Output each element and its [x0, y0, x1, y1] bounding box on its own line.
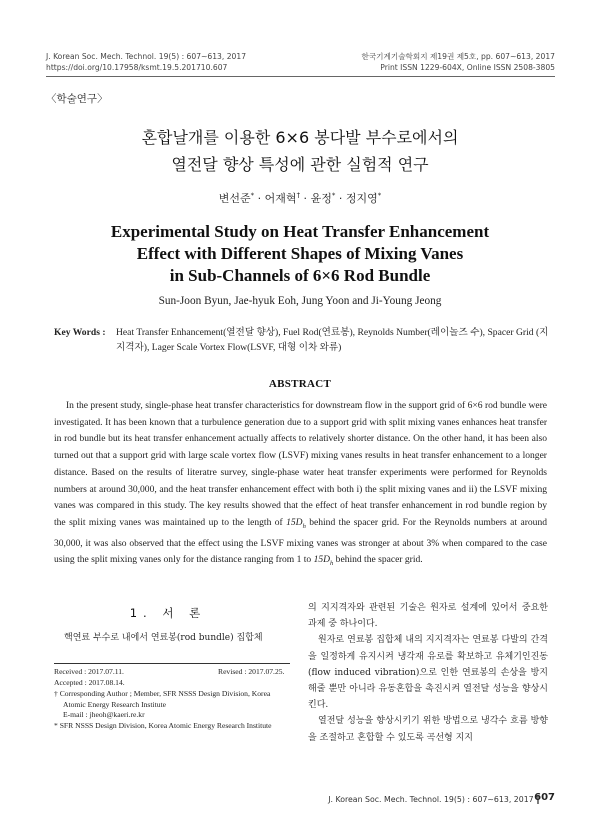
journal-citation-korean: 한국기계기술학회지 제19권 제5호, pp. 607~613, 2017 — [361, 52, 555, 61]
keywords-label: Key Words : — [54, 327, 106, 338]
section-heading: 1. 서 론 — [129, 606, 207, 620]
corresponding-author-affiliation: † Corresponding Author ; Member, SFR NSSS Design Division, Korea Atomic Energy Research Institute — [54, 689, 271, 709]
distance-subscript: h — [330, 560, 334, 568]
journal-header-right — [362, 51, 555, 73]
author-mark: * — [377, 191, 382, 200]
author-separator: · — [335, 192, 346, 205]
english-title-line2: Effect with Different Shapes of Mixing Vanes — [136, 244, 464, 263]
english-authors: Sun-Joon Byun, Jae-hyuk Eoh, Jung Yoon and Ji-Young Jeong — [158, 295, 442, 307]
author-mark: † — [296, 191, 301, 200]
abstract-heading: ABSTRACT — [268, 378, 332, 390]
paragraph: 의 지지격자와 관련된 기술은 원자로 설계에 있어서 중요한 과제 중 하나이다. — [308, 603, 548, 630]
article-category: 〈학술연구〉 — [46, 93, 108, 105]
revised-date: Revised : 2017.07.25. — [218, 667, 285, 676]
author-separator: · — [300, 192, 311, 205]
page-number: 607 — [534, 792, 555, 803]
footer-citation: J. Korean Soc. Mech. Technol. 19(5) : 607~613, 2017 ‖ — [328, 795, 540, 804]
distance-value: 15D — [286, 516, 303, 528]
korean-authors — [0, 190, 600, 206]
issn-line: Print ISSN 1229-604X, Online ISSN 2508-3805 — [380, 63, 555, 72]
body-text-left: 핵연료 부수로 내에서 연료봉(rod bundle) 집합체 — [64, 633, 263, 643]
header-divider — [46, 76, 555, 77]
english-title-line3: in Sub-Channels of 6×6 Rod Bundle — [169, 266, 431, 285]
korean-title — [0, 124, 600, 178]
english-title — [0, 221, 600, 287]
abstract-text: In the present study, single-phase heat transfer characteristics for downstream flow in the support grid of 6×6 rod bundle were investigated. It has been known that a turbulence generation due to a support grid with split mixing vanes enhances heat transfer in rod bundle but its heat transfer enhancement actually affects to relatively shorter distance. On the other hand, it has been also turned out that a support grid with large scale vortex flow (LSVF) mixing vanes results in heat transfer enhancement to a longer distance. Based on the results of literatre survey, single-phase water heat transfer experiments were performed for Reynolds numbers at around 30,000, and the heat transfer enhancement effect with both i) the split mixing vanes and ii) the LSVF mixing vanes was compared in this study. The key results showed that the effect of heat transfer enhancement in rod bundle region by the split mixing vanes was maintained up to the length of — [54, 400, 547, 528]
author-mark: * — [331, 191, 336, 200]
affiliation-text: * SFR NSSS Design Division, Korea Atomic Energy Research Institute — [54, 721, 272, 730]
body-text-right — [308, 600, 548, 746]
english-title-line1: Experimental Study on Heat Transfer Enhancement — [110, 222, 490, 241]
paragraph: 원자로 연료봉 집합체 내의 지지격자는 연료봉 다발의 간격을 일정하게 유지시켜 냉각재 유로를 확보하고 유체기인진동(flow induced vibration)으로 인한 연료봉의 손상을 방지해줄 뿐만 아니라 유동혼합을 촉진시켜 열전달 성능을 향상시킨다. — [308, 635, 548, 711]
paragraph: 열전달 성능을 향상시키기 위한 방법으로 냉각수 흐름 방향을 조절하고 혼합할 수 있도록 곡선형 지지 — [308, 716, 548, 743]
corresponding-author-note — [54, 689, 294, 721]
affiliation-note — [54, 721, 294, 732]
footnote-divider — [54, 663, 290, 664]
journal-header-left — [46, 51, 246, 73]
keywords-block — [54, 325, 554, 355]
keywords-text: Heat Transfer Enhancement(열전달 향상), Fuel Rod(연료봉), Reynolds Number(레이놀즈 수), Spacer Grid (지지격자), Lager Scale Vortex Flow(LSVF, 대형 이차 와류) — [116, 327, 549, 353]
korean-title-line2: 열전달 향상 특성에 관한 실험적 연구 — [171, 155, 429, 174]
journal-citation: J. Korean Soc. Mech. Technol. 19(5) : 607~613, 2017 — [46, 52, 247, 61]
email-address[interactable]: E-mail : jheoh@kaeri.re.kr — [63, 710, 145, 720]
author-name: 어재혁 — [264, 192, 297, 205]
author-name: 윤정 — [310, 192, 332, 205]
accepted-date: Accepted : 2017.08.14. — [54, 678, 125, 687]
korean-title-line1: 혼합날개를 이용한 6×6 봉다발 부수로에서의 — [141, 128, 459, 147]
distance-subscript: h — [302, 522, 306, 530]
abstract-text: behind the spacer grid. — [333, 554, 423, 566]
received-date: Received : 2017.07.11. — [54, 667, 124, 676]
author-mark: * — [250, 191, 255, 200]
abstract-text: behind the spacer grid. For the Reynolds numbers at around 30,000, it was also observed that the effect using the LSVF mixing vanes was stronger at about 3% when compared to the case using the split mixing vanes only for the distance ranging from 1 to — [54, 516, 547, 566]
abstract-body — [54, 398, 547, 573]
author-name: 정지영 — [345, 192, 378, 205]
distance-value: 15D — [313, 554, 331, 566]
author-name: 변선준 — [218, 192, 251, 205]
doi-link[interactable]: https://doi.org/10.17958/ksmt.19.5.201710.607 — [46, 63, 228, 72]
author-separator: · — [254, 192, 265, 205]
